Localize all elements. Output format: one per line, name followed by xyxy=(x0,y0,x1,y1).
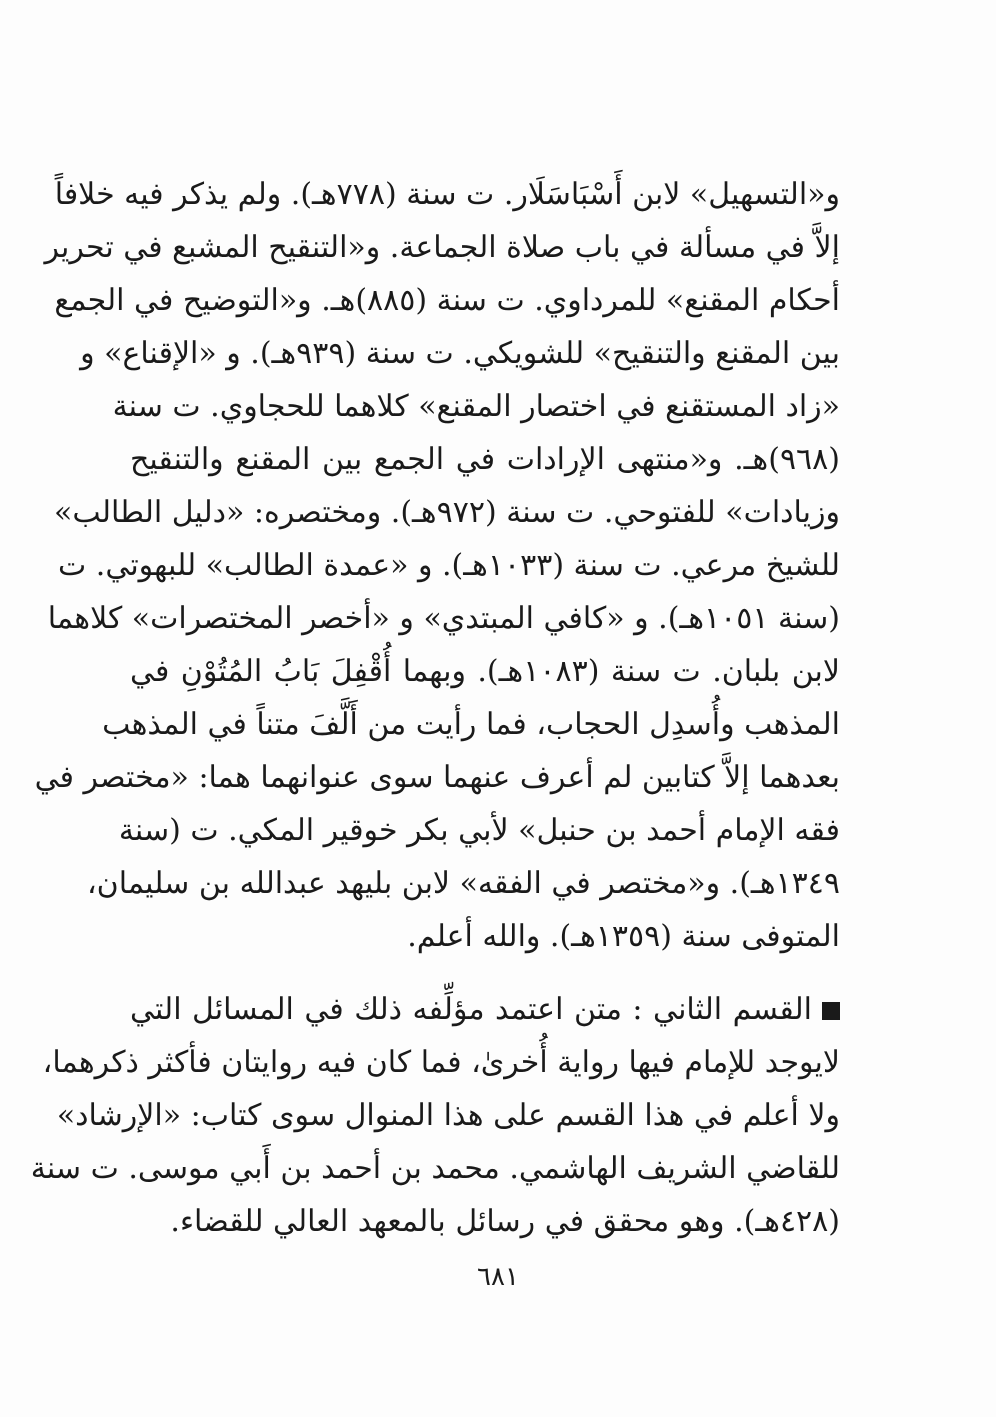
paragraph-1 xyxy=(34,168,841,963)
text-line: (٩٦٨)هـ. و«منتهى الإرادات في الجمع بين المقنع والتنقيح xyxy=(130,442,840,477)
text-line: المذهب وأُسدِل الحجاب، فما رأيت من أَلَّفَ متناً في المذهب xyxy=(102,707,840,742)
text-line: لايوجد للإمام فيها رواية أُخرىٰ، فما كان فيه روايتان فأكثر ذكرهما، xyxy=(42,1045,840,1080)
paragraph-gap xyxy=(130,963,840,983)
text-line: ١٣٤٩هـ). و«مختصر في الفقه» لابن بليهد عبدالله بن سليمان، xyxy=(86,866,840,901)
text-line: للشيخ مرعي. ت سنة (١٠٣٣هـ). و «عمدة الطالب» للبهوتي. ت xyxy=(58,548,840,583)
text-line: بعدهما إلاَّ كتابين لم أعرف عنهما سوى عنوانهما هما: «مختصر في xyxy=(34,760,840,795)
text-line-with-marker xyxy=(130,983,840,1036)
text-line: و«التسهيل» لابن أَسْبَاسَلَار. ت سنة (٧٧٨هـ). ولم يذكر فيه خلافاً xyxy=(54,177,840,212)
text-line: بين المقنع والتنقيح» للشويكي. ت سنة (٩٣٩هـ). و «الإقناع» و xyxy=(80,336,840,371)
text-line: إلاَّ في مسألة في باب صلاة الجماعة. و«التنقيح المشبع في تحرير xyxy=(44,230,840,265)
black-square-icon xyxy=(822,1002,840,1020)
text-line: «زاد المستقنع في اختصار المقنع» كلاهما للحجاوي. ت سنة xyxy=(112,389,840,424)
text-line: ولا أعلم في هذا القسم على هذا المنوال سوى كتاب: «الإرشاد» xyxy=(56,1098,840,1133)
text-line: فقه الإمام أحمد بن حنبل» لأبي بكر خوقير المكي. ت (سنة xyxy=(118,813,840,848)
page-number: ٦٨١ xyxy=(477,1262,519,1292)
text-line: لابن بلبان. ت سنة (١٠٨٣هـ). وبهما أُقْفِلَ بَابُ المُتُوْنِ في xyxy=(130,654,841,689)
text-line: (سنة ١٠٥١هـ). و «كافي المبتدي» و «أخصر المختصرات» كلاهما xyxy=(47,601,840,636)
text-line: المتوفى سنة (١٣٥٩هـ). والله أعلم. xyxy=(407,919,840,954)
text-line: وزيادات» للفتوحي. ت سنة (٩٧٢هـ). ومختصره: «دليل الطالب» xyxy=(54,495,840,530)
text-line: للقاضي الشريف الهاشمي. محمد بن أحمد بن أَبي موسى. ت سنة xyxy=(30,1151,840,1186)
text-line: القسم الثاني : متن اعتمد مؤلِّفه ذلك في المسائل التي xyxy=(130,992,812,1027)
text-line: أحكام المقنع» للمرداوي. ت سنة (٨٨٥)هـ. و«التوضيح في الجمع xyxy=(54,283,840,318)
body-text xyxy=(30,168,841,1248)
paragraph-2 xyxy=(30,983,840,1248)
text-line: (٤٢٨هـ). وهو محقق في رسائل بالمعهد العالي للقضاء. xyxy=(170,1204,840,1239)
